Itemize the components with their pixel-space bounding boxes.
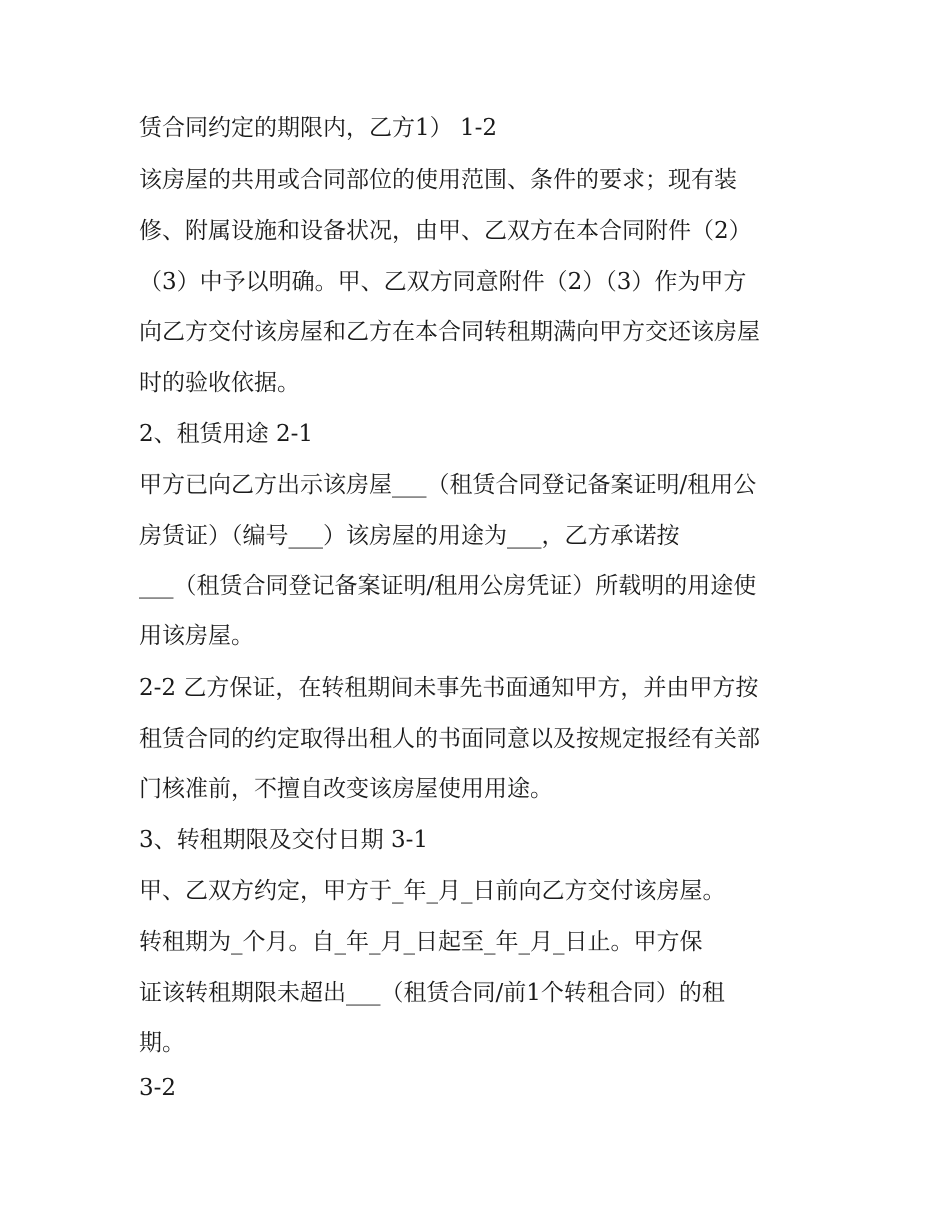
text-line: 租赁合同的约定取得出租人的书面同意以及按规定报经有关部: [139, 726, 760, 752]
text-line: 时的验收依据。: [139, 370, 300, 396]
text-line: 赁合同约定的期限内，乙方1） 1-2: [139, 115, 497, 141]
text-line: 甲方已向乙方出示该房屋___（租赁合同登记备案证明/租用公: [139, 472, 757, 498]
text-line: （3）中予以明确。甲、乙双方同意附件（2）（3）作为甲方: [139, 269, 747, 295]
text-line: 门核准前，不擅自改变该房屋使用用途。: [139, 776, 553, 802]
text-line: 修、附属设施和设备状况，由甲、乙双方在本合同附件（2）: [139, 218, 752, 244]
text-line: 房赁证）（编号___）该房屋的用途为___，乙方承诺按: [139, 523, 680, 549]
section-heading: 2、租赁用途 2-1: [139, 421, 313, 447]
text-line: 2-2 乙方保证，在转租期间未事先书面通知甲方，并由甲方按: [139, 675, 759, 701]
text-line: 该房屋的共用或合同部位的使用范围、条件的要求；现有装: [139, 167, 737, 193]
text-line: 期。: [139, 1030, 185, 1056]
section-heading: 3-2: [139, 1075, 177, 1101]
text-line: 甲、乙双方约定，甲方于_年_月_日前向乙方交付该房屋。: [139, 878, 726, 904]
text-line: ___（租赁合同登记备案证明/租用公房凭证）所载明的用途使: [139, 573, 757, 599]
text-line: 转租期为_个月。自_年_月_日起至_年_月_日止。甲方保: [139, 929, 703, 955]
section-heading: 3、转租期限及交付日期 3-1: [139, 827, 428, 853]
text-line: 向乙方交付该房屋和乙方在本合同转租期满向甲方交还该房屋: [139, 319, 760, 345]
text-line: 证该转租期限未超出___（租赁合同/前1个转租合同）的租: [139, 980, 725, 1006]
text-line: 用该房屋。: [139, 623, 254, 649]
